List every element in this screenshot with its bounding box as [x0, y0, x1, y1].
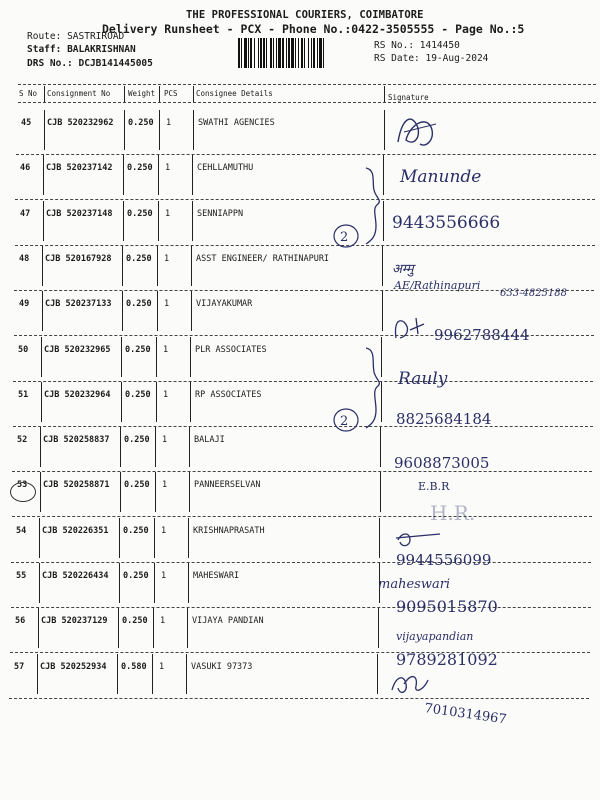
row-pcs: 1 — [164, 254, 170, 264]
col-rule — [191, 291, 192, 331]
row-weight: 0.580 — [121, 662, 147, 672]
staff-label: Staff: — [27, 44, 62, 55]
col-rule — [187, 608, 188, 648]
phone-52: 9608873005 — [394, 454, 490, 472]
circle-number-47: 2 — [340, 230, 349, 245]
col-rule — [43, 201, 44, 241]
col-rule — [152, 654, 153, 694]
row-separator — [16, 154, 596, 155]
col-rule — [119, 518, 120, 558]
row-consignment-no: CJB 520237129 — [41, 616, 108, 626]
row-weight: 0.250 — [122, 616, 148, 626]
col-rule — [156, 382, 157, 422]
col-rule — [156, 337, 157, 377]
col-rule — [154, 563, 155, 603]
signature-48-number: 633-4825188 — [500, 288, 568, 299]
barcode — [237, 38, 365, 68]
phone-51: 8825684184 — [396, 410, 492, 428]
col-rule — [40, 427, 41, 467]
row-separator — [11, 607, 591, 608]
row-weight: 0.250 — [127, 163, 153, 173]
row-separator — [9, 698, 589, 699]
row-consignment-no: CJB 520232965 — [44, 345, 111, 355]
row-weight: 0.250 — [126, 299, 152, 309]
col-rule — [192, 201, 193, 241]
signature-scribble-45 — [398, 119, 432, 145]
col-rule — [124, 86, 125, 102]
row-consignee: SENNIAPPN — [197, 209, 244, 219]
col-rule — [188, 518, 189, 558]
col-rule — [155, 472, 156, 512]
col-rule — [39, 563, 40, 603]
barcode-bar — [298, 38, 299, 68]
drs-label: DRS No.: — [27, 58, 73, 69]
barcode-bar — [250, 38, 252, 68]
row-consignment-no: CJB 520258837 — [43, 435, 110, 445]
row-consignment-no: CJB 520237142 — [46, 163, 113, 173]
col-rule — [191, 246, 192, 286]
bracket-mark-50-51 — [366, 348, 379, 428]
col-rule — [121, 382, 122, 422]
col-rule — [42, 291, 43, 331]
row-separator — [15, 199, 595, 200]
bracket-mark-46-47 — [366, 168, 379, 244]
row-pcs: 1 — [163, 390, 169, 400]
col-rule — [37, 654, 38, 694]
col-rule — [122, 246, 123, 286]
row-sno: 45 — [21, 118, 32, 128]
signature-50: Rauly — [398, 369, 448, 389]
phone-49: 9962788444 — [434, 326, 530, 344]
row-pcs: 1 — [166, 118, 172, 128]
row-sno: 47 — [20, 209, 31, 219]
barcode-bar — [260, 38, 262, 68]
row-consignment-no: CJB 520226351 — [42, 526, 109, 536]
barcode-bar — [301, 38, 303, 68]
col-rule — [188, 563, 189, 603]
phone-47: 9443556666 — [392, 213, 501, 233]
row-pcs: 1 — [160, 616, 166, 626]
col-rule — [158, 201, 159, 241]
barcode-bar — [276, 38, 277, 68]
row-separator — [13, 426, 593, 427]
row-pcs: 1 — [165, 163, 171, 173]
route-label: Route: — [27, 31, 62, 42]
row-53-circle-mark — [10, 482, 36, 502]
circle-number-51: 2 — [340, 414, 349, 429]
barcode-bar — [286, 38, 287, 68]
signature-56: vijayapandian — [396, 630, 474, 643]
staff-line — [27, 44, 136, 55]
rs-number: RS No.: 1414450 — [374, 40, 460, 51]
drs-value: DCJB141445005 — [78, 58, 153, 69]
col-signature: Signature — [388, 93, 429, 102]
col-rule — [190, 382, 191, 422]
barcode-bar — [258, 38, 259, 68]
barcode-bar — [304, 38, 305, 68]
row-consignment-no: CJB 520232964 — [44, 390, 111, 400]
row-weight: 0.250 — [124, 435, 150, 445]
signature-53-initials: E.B.R — [418, 480, 450, 493]
signature-stroke-45 — [404, 124, 436, 132]
row-consignment-no: CJB 520252934 — [40, 662, 107, 672]
row-separator — [15, 245, 595, 246]
col-rule — [383, 155, 384, 195]
row-sno: 46 — [20, 163, 31, 173]
col-rule — [40, 472, 41, 512]
col-rule — [44, 110, 45, 150]
barcode-bar — [241, 38, 242, 68]
row-sno: 57 — [14, 662, 25, 672]
col-rule — [120, 472, 121, 512]
row-sno: 54 — [16, 526, 27, 536]
barcode-bar — [317, 38, 318, 68]
row-separator — [11, 562, 591, 563]
col-rule — [120, 427, 121, 467]
row-sno: 49 — [19, 299, 30, 309]
col-rule — [193, 110, 194, 150]
row-separator — [14, 335, 594, 336]
header-top-rule — [18, 84, 596, 85]
row-consignee: VIJAYA PANDIAN — [192, 616, 264, 626]
col-rule — [379, 518, 380, 558]
col-rule — [190, 337, 191, 377]
row-consignee: PANNEERSELVAN — [194, 480, 261, 490]
col-rule — [119, 563, 120, 603]
col-rule — [39, 518, 40, 558]
col-rule — [380, 427, 381, 467]
signature-48-designation: AE/Rathinapuri — [394, 279, 481, 292]
col-rule — [124, 110, 125, 150]
row-consignee: RP ASSOCIATES — [195, 390, 262, 400]
company-title: THE PROFESSIONAL COURIERS, COIMBATORE — [186, 9, 424, 21]
row-separator — [13, 381, 593, 382]
col-rule — [38, 608, 39, 648]
row-weight: 0.250 — [125, 390, 151, 400]
col-rule — [118, 608, 119, 648]
row-sno: 55 — [16, 571, 27, 581]
row-separator — [12, 516, 592, 517]
col-rule — [44, 86, 45, 102]
col-rule — [42, 246, 43, 286]
signature-57 — [392, 677, 428, 693]
row-sno: 52 — [17, 435, 28, 445]
row-pcs: 1 — [164, 299, 170, 309]
col-rule — [157, 291, 158, 331]
row-weight: 0.250 — [123, 571, 149, 581]
col-rule — [378, 608, 379, 648]
circle-mark-47 — [334, 225, 358, 247]
barcode-bar — [323, 38, 324, 68]
col-rule — [122, 291, 123, 331]
col-rule — [121, 337, 122, 377]
col-rule — [193, 86, 194, 102]
barcode-bar — [311, 38, 312, 68]
row-consignee: KRISHNAPRASATH — [193, 526, 265, 536]
col-rule — [158, 155, 159, 195]
phone-57: 7010314967 — [423, 701, 508, 728]
col-rule — [123, 201, 124, 241]
row-weight: 0.250 — [128, 118, 154, 128]
col-rule — [377, 654, 378, 694]
phone-54: 9944556099 — [396, 551, 492, 569]
row-consignee: CEHLLAMUTHU — [197, 163, 254, 173]
route-value: SASTRIROAD — [67, 31, 125, 42]
barcode-bar — [282, 38, 284, 68]
row-consignment-no: CJB 520237148 — [46, 209, 113, 219]
col-rule — [157, 246, 158, 286]
row-pcs: 1 — [163, 345, 169, 355]
barcode-bar — [308, 38, 309, 68]
row-consignment-no: CJB 520237133 — [45, 299, 112, 309]
rs-date: RS Date: 19-Aug-2024 — [374, 53, 489, 64]
row-consignee: PLR ASSOCIATES — [195, 345, 267, 355]
row-pcs: 1 — [161, 526, 167, 536]
barcode-bar — [291, 38, 294, 68]
col-rule — [154, 518, 155, 558]
barcode-bar — [266, 38, 267, 68]
col-rule — [382, 246, 383, 286]
row-consignee: ASST ENGINEER/ RATHINAPURI — [196, 254, 330, 264]
row-weight: 0.250 — [125, 345, 151, 355]
barcode-bar — [288, 38, 290, 68]
row-consignment-no: CJB 520258871 — [43, 480, 110, 490]
row-pcs: 1 — [161, 571, 167, 581]
signature-46: Manunde — [400, 167, 482, 187]
col-consignment: Consignment No — [47, 89, 111, 98]
route-line — [27, 31, 124, 42]
col-rule — [155, 427, 156, 467]
col-rule — [159, 86, 160, 102]
signature-53-faint: H.R. — [430, 501, 476, 525]
col-rule — [189, 472, 190, 512]
signature-54 — [396, 534, 440, 546]
barcode-bar — [263, 38, 265, 68]
col-rule — [41, 337, 42, 377]
col-weight: Weight — [128, 89, 156, 98]
row-consignment-no: CJB 520232962 — [47, 118, 114, 128]
col-rule — [153, 608, 154, 648]
col-rule — [123, 155, 124, 195]
row-weight: 0.250 — [127, 209, 153, 219]
barcode-bar — [313, 38, 315, 68]
row-sno: 56 — [15, 616, 26, 626]
col-rule — [189, 427, 190, 467]
row-sno: 51 — [18, 390, 29, 400]
phone-55: 9095015870 — [396, 597, 498, 616]
barcode-bar — [295, 38, 296, 68]
drs-line — [27, 58, 153, 69]
circle-mark-51 — [334, 409, 358, 431]
barcode-bar — [270, 38, 272, 68]
row-sno: 50 — [18, 345, 29, 355]
row-consignment-no: CJB 520167928 — [45, 254, 112, 264]
row-separator — [14, 290, 594, 291]
row-weight: 0.250 — [124, 480, 150, 490]
barcode-bar — [319, 38, 322, 68]
row-pcs: 1 — [162, 480, 168, 490]
runsheet-subtitle: Delivery Runsheet - PCX - Phone No.:0422-3505555 - Page No.:5 — [102, 22, 525, 36]
barcode-bar — [254, 38, 255, 68]
col-rule — [41, 382, 42, 422]
col-rule — [43, 155, 44, 195]
staff-value: BALAKRISHNAN — [67, 44, 136, 55]
header-bottom-rule — [18, 102, 596, 103]
col-pcs: PCS — [164, 89, 178, 98]
barcode-bar — [273, 38, 274, 68]
row-consignee: SWATHI AGENCIES — [198, 118, 275, 128]
col-rule — [186, 654, 187, 694]
row-consignee: VASUKI 97373 — [191, 662, 253, 672]
barcode-bar — [244, 38, 247, 68]
barcode-bar — [238, 38, 240, 68]
barcode-bar — [248, 38, 249, 68]
row-pcs: 1 — [165, 209, 171, 219]
col-rule — [381, 337, 382, 377]
col-rule — [379, 563, 380, 603]
row-consignee: BALAJI — [194, 435, 225, 445]
col-rule — [384, 110, 385, 150]
col-rule — [383, 201, 384, 241]
signature-48: अम्मु — [392, 262, 414, 277]
row-sno: 48 — [19, 254, 30, 264]
row-consignment-no: CJB 520226434 — [42, 571, 109, 581]
col-consignee: Consignee Details — [196, 89, 273, 98]
col-rule — [382, 291, 383, 331]
row-separator — [10, 652, 590, 653]
col-rule — [117, 654, 118, 694]
col-rule — [380, 472, 381, 512]
row-consignee: VIJAYAKUMAR — [196, 299, 253, 309]
row-sno: 53 — [17, 480, 28, 490]
col-sno: S No — [19, 89, 38, 98]
row-consignee: MAHESWARI — [193, 571, 240, 581]
row-weight: 0.250 — [123, 526, 149, 536]
col-rule — [381, 382, 382, 422]
col-rule — [192, 155, 193, 195]
row-pcs: 1 — [159, 662, 165, 672]
signature-55: maheswari — [378, 577, 451, 592]
row-pcs: 1 — [162, 435, 168, 445]
row-weight: 0.250 — [126, 254, 152, 264]
col-rule — [384, 86, 385, 102]
phone-56: 9789281092 — [396, 650, 498, 669]
row-separator — [12, 471, 592, 472]
barcode-bar — [278, 38, 281, 68]
col-rule — [159, 110, 160, 150]
